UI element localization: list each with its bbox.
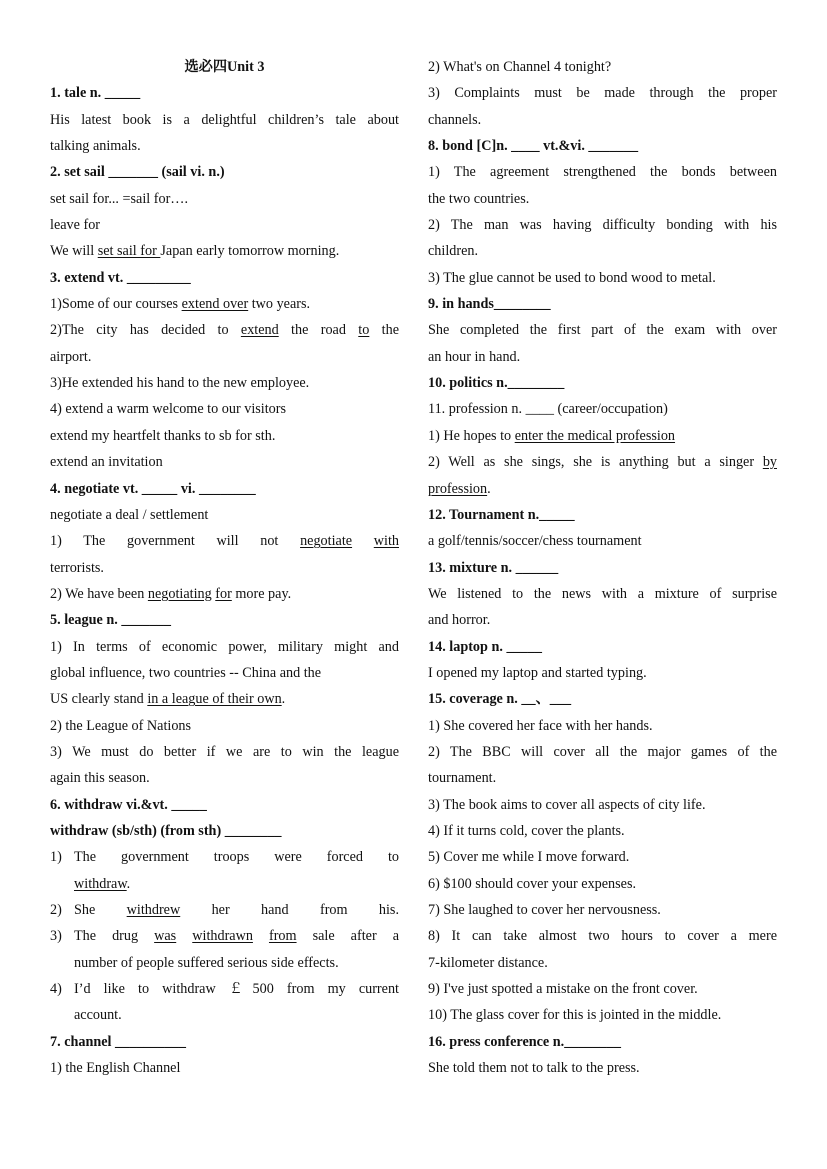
line-text: The government troops were forced to: [74, 849, 399, 866]
text-line: [428, 818, 777, 844]
line-text: 7) She laughed to cover her nervousness.: [428, 902, 661, 918]
line-text: extend my heartfelt thanks to sb for sth.: [50, 427, 276, 444]
numbered-text: [74, 844, 399, 870]
entry-heading: [428, 1029, 777, 1055]
text-line: [50, 238, 399, 264]
text-line: [50, 528, 399, 554]
line-text: and horror.: [428, 612, 491, 629]
text-line: [428, 528, 777, 554]
line-text: children.: [428, 243, 479, 260]
line-text: two years.: [248, 296, 311, 313]
line-text: 1) He hopes to: [428, 427, 515, 444]
underlined-phrase: set sail for: [97, 243, 161, 260]
line-text: We will: [50, 243, 98, 260]
line-text: 1)Some of our courses: [50, 296, 182, 313]
line-text: 3) The book aims to cover all aspects of city life.: [428, 796, 706, 813]
line-text: 2. set sail _______ (sail vi. n.): [50, 164, 225, 181]
right-column: [428, 54, 777, 1081]
line-text: 4) extend a warm welcome to our visitors: [50, 401, 286, 418]
line-text: 1) In terms of economic power, military might and: [50, 638, 399, 655]
list-number: 4): [50, 981, 62, 998]
underlined-phrase: negotiating: [147, 585, 212, 602]
text-line: [50, 423, 399, 449]
text-line: [50, 344, 399, 370]
line-text: The drug: [74, 928, 155, 945]
line-text: withdraw (sb/sth) (from sth) ________: [50, 822, 282, 839]
text-line: [50, 713, 399, 739]
numbered-text: [74, 897, 399, 923]
text-line: [428, 581, 777, 607]
line-text: .: [487, 480, 491, 497]
text-line: [428, 792, 777, 818]
text-line: [428, 739, 777, 765]
underlined-phrase: extend over: [181, 296, 249, 313]
entry-heading: [50, 265, 399, 291]
text-line: [428, 396, 777, 422]
line-text: 6) $100 should cover your expenses.: [428, 875, 637, 892]
text-line: [50, 502, 399, 528]
text-line: [428, 950, 777, 976]
line-text: 2) We have been: [50, 585, 148, 602]
entry-heading: [50, 159, 399, 185]
underlined-phrase: with: [373, 533, 399, 550]
text-line: [50, 107, 399, 133]
line-text: channels.: [428, 111, 482, 128]
text-line: [428, 476, 777, 502]
text-line: [50, 317, 399, 343]
line-text: 9. in hands________: [428, 296, 551, 313]
text-line: [50, 555, 399, 581]
numbered-text: [74, 923, 399, 949]
text-line: [428, 765, 777, 791]
text-line: [428, 1055, 777, 1081]
text-line: [428, 265, 777, 291]
entry-heading: [50, 607, 399, 633]
line-text: extend an invitation: [50, 454, 163, 471]
line-text: 1) The agreement strengthened the bonds between: [428, 164, 777, 181]
text-line: [428, 317, 777, 343]
underlined-phrase: in a league of their own: [147, 691, 282, 708]
line-text: global influence, two countries -- China and the: [50, 664, 322, 681]
line-text: 3)He extended his hand to the new employee.: [50, 375, 310, 392]
text-line: [428, 423, 777, 449]
underlined-phrase: withdrew: [126, 902, 181, 918]
line-text: His latest book is a delightful children’s tale about: [50, 111, 399, 128]
line-text: 12. Tournament n._____: [428, 506, 575, 523]
line-text: She told them not to talk to the press.: [428, 1060, 640, 1077]
line-text: 8. bond [C]n. ____ vt.&vi. _______: [428, 138, 639, 155]
text-line: [50, 950, 399, 976]
text-line: [428, 871, 777, 897]
line-text: a golf/tennis/soccer/chess tournament: [428, 533, 642, 550]
text-line: [428, 449, 777, 475]
entry-heading: [428, 686, 777, 712]
entry-heading: [50, 80, 399, 106]
line-text: 14. laptop n. _____: [428, 638, 542, 655]
text-line: [50, 634, 399, 660]
underlined-phrase: for: [215, 585, 232, 602]
line-text: I’d like to withdraw ￡500 from my current: [74, 981, 399, 998]
line-text: 1. tale n. _____: [50, 85, 141, 102]
line-text: 15. coverage n. __、___: [428, 691, 572, 708]
text-line: [428, 844, 777, 870]
line-text: 1) The government will not: [50, 533, 301, 550]
underlined-phrase: negotiate: [300, 533, 353, 550]
line-text: 13. mixture n. ______: [428, 559, 559, 576]
text-line: [428, 660, 777, 686]
text-line: [50, 396, 399, 422]
text-line: [50, 212, 399, 238]
line-text: talking animals.: [50, 138, 141, 155]
page-title: 选必四Unit 3: [184, 59, 265, 75]
line-text: [253, 928, 269, 944]
line-text: 2) The man was having difficulty bonding with his: [428, 217, 777, 234]
underlined-phrase: profession: [428, 480, 488, 497]
line-text: the road: [278, 322, 359, 339]
line-text: negotiate a deal / settlement: [50, 506, 209, 523]
text-line: [50, 739, 399, 765]
line-text: number of people suffered serious side effects.: [74, 954, 339, 971]
underlined-phrase: to: [358, 322, 370, 339]
line-text: airport.: [50, 348, 92, 365]
text-line: [428, 713, 777, 739]
underlined-phrase: withdrawn: [192, 928, 253, 945]
line-text: [352, 533, 374, 549]
line-text: the two countries.: [428, 190, 530, 207]
line-text: 7. channel __________: [50, 1033, 186, 1050]
line-text: her hand from his.: [180, 902, 399, 918]
line-text: She completed the first part of the exam with over: [428, 322, 777, 339]
text-line: [50, 1002, 399, 1028]
entry-heading: [50, 792, 399, 818]
line-text: leave for: [50, 217, 101, 234]
numbered-line: [50, 976, 399, 1002]
line-text: 10. politics n.________: [428, 375, 565, 392]
underlined-phrase: by: [762, 454, 777, 471]
line-text: 4. negotiate vt. _____ vi. ________: [50, 480, 256, 497]
line-text: 2) What's on Channel 4 tonight?: [428, 59, 612, 75]
text-line: [50, 581, 399, 607]
underlined-phrase: was: [154, 928, 177, 945]
line-text: 3) The glue cannot be used to bond wood to metal.: [428, 269, 716, 286]
line-text: 1) the English Channel: [50, 1060, 181, 1077]
line-text: 16. press conference n.________: [428, 1033, 621, 1050]
line-text: 7-kilometer distance.: [428, 954, 548, 971]
line-text: 9) I've just spotted a mistake on the front cover.: [428, 981, 698, 998]
line-text: an hour in hand.: [428, 348, 521, 365]
line-text: She: [74, 902, 127, 918]
line-text: .: [126, 875, 131, 892]
line-text: 3) Complaints must be made through the proper: [428, 85, 777, 102]
line-text: I opened my laptop and started typing.: [428, 664, 647, 681]
text-line: [428, 80, 777, 106]
entry-heading: [50, 476, 399, 502]
text-line: [50, 660, 399, 686]
underlined-phrase: extend: [240, 322, 279, 339]
line-text: 6. withdraw vi.&vt. _____: [50, 796, 207, 813]
text-line: [50, 186, 399, 212]
line-text: the: [369, 322, 399, 339]
line-text: more pay.: [231, 585, 292, 602]
underlined-phrase: from: [268, 928, 297, 945]
line-text: 11. profession n. ____ (career/occupation): [428, 401, 668, 418]
text-line: [428, 923, 777, 949]
underlined-phrase: enter the medical profession: [514, 427, 676, 444]
numbered-line: [50, 897, 399, 923]
text-line: [428, 238, 777, 264]
line-text: 3. extend vt. _________: [50, 269, 191, 286]
entry-heading: [428, 291, 777, 317]
line-text: 2) Well as she sings, she is anything but a singer: [428, 454, 763, 471]
text-line: [50, 686, 399, 712]
line-text: We listened to the news with a mixture of surprise: [428, 585, 777, 602]
line-text: 2) The BBC will cover all the major games of the: [428, 743, 777, 760]
line-text: 5. league n. _______: [50, 612, 171, 629]
line-text: 8) It can take almost two hours to cover a mere: [428, 928, 777, 945]
line-text: .: [281, 691, 286, 708]
list-number: 3): [50, 928, 62, 945]
text-line: [428, 159, 777, 185]
entry-heading: [428, 133, 777, 159]
text-line: [428, 107, 777, 133]
line-text: US clearly stand: [50, 691, 148, 708]
text-line: [50, 1055, 399, 1081]
entry-heading: [50, 1029, 399, 1055]
line-text: [176, 928, 192, 944]
text-line: [50, 449, 399, 475]
line-text: terrorists.: [50, 559, 104, 576]
left-column: [50, 54, 399, 1081]
line-text: 5) Cover me while I move forward.: [428, 849, 630, 866]
text-line: [428, 344, 777, 370]
line-text: again this season.: [50, 770, 150, 787]
line-text: 2) the League of Nations: [50, 717, 192, 734]
text-line: [428, 212, 777, 238]
list-number: 1): [50, 849, 62, 866]
line-text: 3) We must do better if we are to win the league: [50, 743, 399, 760]
line-text: Japan early tomorrow morning.: [160, 243, 340, 260]
entry-heading: [428, 634, 777, 660]
line-text: 2)The city has decided to: [50, 322, 241, 339]
text-line: [428, 54, 777, 80]
text-line: [50, 291, 399, 317]
line-text: tournament.: [428, 770, 497, 787]
numbered-line: [50, 844, 399, 870]
numbered-line: [50, 923, 399, 949]
text-line: [50, 765, 399, 791]
line-text: 4) If it turns cold, cover the plants.: [428, 822, 625, 839]
line-text: account.: [74, 1007, 122, 1024]
text-line: [428, 186, 777, 212]
entry-heading: [50, 818, 399, 844]
entry-heading: [428, 370, 777, 396]
text-line: [50, 133, 399, 159]
entry-heading: [428, 502, 777, 528]
text-line: [50, 871, 399, 897]
line-text: 1) She covered her face with her hands.: [428, 717, 653, 734]
entry-heading: [428, 555, 777, 581]
numbered-text: [74, 976, 399, 1002]
list-number: 2): [50, 902, 62, 918]
line-text: sale after a: [296, 928, 399, 945]
underlined-phrase: withdraw: [74, 875, 127, 892]
line-text: 10) The glass cover for this is jointed in the middle.: [428, 1007, 722, 1024]
text-line: [428, 897, 777, 923]
text-line: [428, 1002, 777, 1028]
text-line: [428, 976, 777, 1002]
line-text: set sail for... =sail for….: [50, 190, 189, 207]
text-line: [50, 370, 399, 396]
text-line: [428, 607, 777, 633]
